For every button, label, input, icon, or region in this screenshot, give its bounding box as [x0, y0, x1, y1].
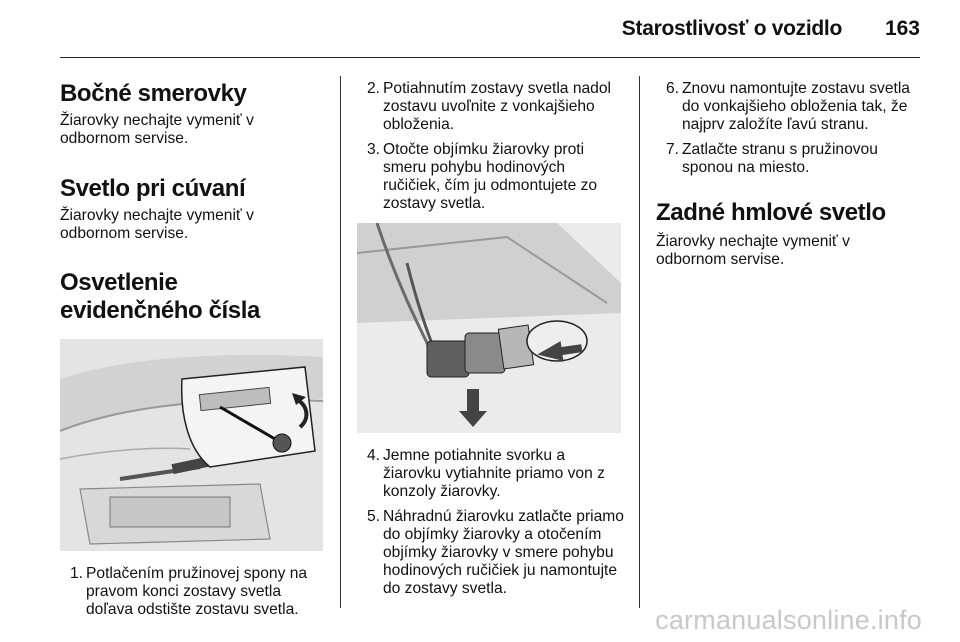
- section-heading: Svetlo pri cúvaní: [60, 175, 246, 202]
- bulb-socket-illustration: [357, 223, 621, 433]
- section-text: Žiarovky nechajte vymeniť v odbornom servise.: [656, 233, 850, 268]
- list-item: [656, 141, 924, 177]
- step-text: Potlačením pružinovej spony na pravom konci zostavy svetla doľava odstište zostavu svetla.: [86, 565, 308, 618]
- step-number: 3.: [367, 141, 381, 158]
- section-heading: Bočné smerovky: [60, 80, 247, 107]
- step-number: 1.: [70, 565, 84, 582]
- list-item: [357, 141, 625, 213]
- header-rule: [60, 57, 920, 58]
- license-plate-light-removal-illustration: [60, 339, 323, 551]
- step-text: Jemne potiahnite svorku a žiarovku vytiahnite priamo von z konzoly žiarovky.: [383, 447, 605, 500]
- section-text: Žiarovky nechajte vymeniť v odbornom servise.: [60, 207, 254, 242]
- step-number: 5.: [367, 508, 381, 525]
- page-header: [0, 0, 960, 58]
- list-item: [357, 80, 625, 134]
- column-left: [60, 68, 326, 619]
- page-number: 163: [884, 17, 920, 40]
- section-heading: Osvetlenie evidenčného čísla: [60, 269, 260, 324]
- column-divider: [340, 76, 341, 608]
- watermark: carmanualsonline.info: [655, 605, 922, 635]
- column-middle: [357, 80, 625, 598]
- step-number: 6.: [666, 80, 680, 97]
- section-heading: Zadné hmlové svetlo: [656, 199, 886, 226]
- step-text: Znovu namontujte zostavu svetla do vonkajšieho obloženia tak, že najprv založíte ľavú stranu.: [682, 80, 910, 133]
- step-text: Náhradnú žiarovku zatlačte priamo do objímky žiarovky a otočením objímky žiarovky v smere pohybu hodinových ručičiek ju namontujte do zostavy svetla.: [383, 508, 624, 597]
- step-text: Zatlačte stranu s pružinovou sponou na miesto.: [682, 141, 878, 176]
- column-divider: [639, 76, 640, 608]
- step-text: Otočte objímku žiarovky proti smeru pohybu hodinových ručičiek, čím ju odmontujete zo zostavy svetla.: [383, 141, 598, 212]
- list-item: [357, 508, 625, 598]
- list-item: [357, 447, 625, 501]
- license-plate-light-figure: [60, 339, 323, 551]
- bulb-socket-figure: [357, 223, 621, 433]
- step-text: Potiahnutím zostavy svetla nadol zostavu uvoľnite z vonkajšieho obloženia.: [383, 80, 611, 133]
- page-title: Starostlivosť o vozidlo: [621, 17, 842, 40]
- section-text: Žiarovky nechajte vymeniť v odbornom servise.: [60, 112, 254, 147]
- column-right: [656, 80, 924, 269]
- list-item: [656, 80, 924, 134]
- step-number: 2.: [367, 80, 381, 97]
- step-number: 4.: [367, 447, 381, 464]
- step-number: 7.: [666, 141, 680, 158]
- list-item: [60, 565, 326, 619]
